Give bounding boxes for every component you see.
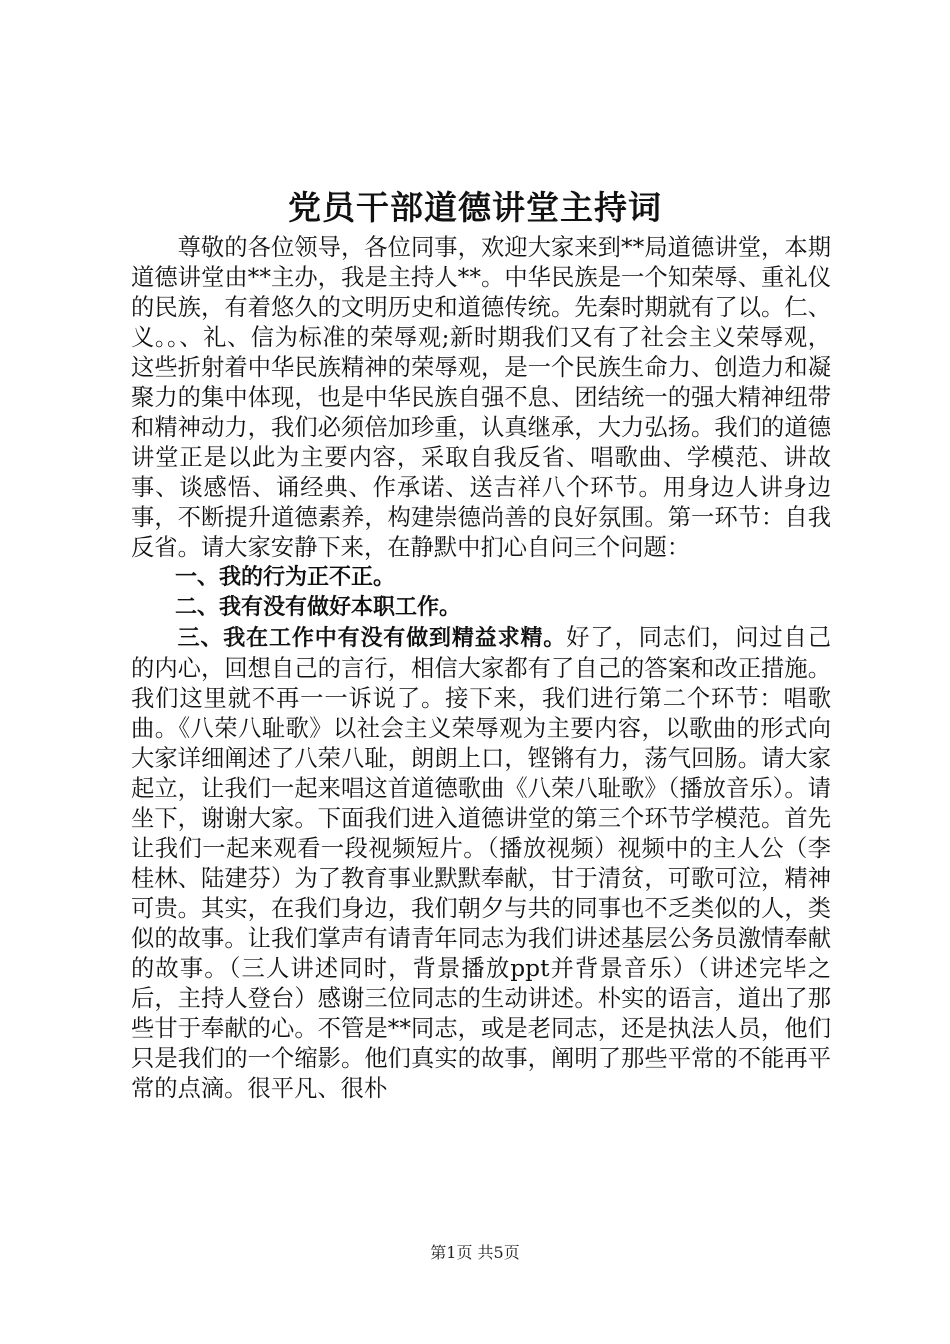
intro-paragraph: 尊敬的各位领导，各位同事，欢迎大家来到**局道德讲堂，本期道德讲堂由**主办，我是主持人**。中华民族是一个知荣辱、重礼仪的民族，有着悠久的文明历史和道德传统。先秦时期就有了以。仁、义。。、礼、信为标准的荣辱观;新时期我们又有了社会主义荣辱观，这些折射着中华民族精神的荣辱观，是一个民族生命力、创造力和凝聚力的集中体现，也是中华民族自强不息、团结统一的强大精神纽带和精神动力，我们必须倍加珍重，认真继承，大力弘扬。我们的道德讲堂正是以此为主要内容，采取自我反省、唱歌曲、学模范、讲故事、谈感悟、诵经典、作承诺、送吉祥八个环节。用身边人讲身边事，不断提升道德素养，构建崇德尚善的良好氛围。第一环节：自我反省。请大家安静下来，在静默中扪心自问三个问题：	[131, 234, 831, 561]
question-two: 二、我有没有做好本职工作。	[175, 595, 462, 620]
question-three-text: 好了，同志们，问过自己的内心，回想自己的言行，相信大家都有了自己的答案和改正措施。我们这里就不再一一诉说了。接下来，我们进行第二个环节：唱歌曲。《八荣八耻歌》以社会主义荣辱观为主要内容，以歌曲的形式向大家详细阐述了八荣八耻，朗朗上口，铿锵有力，荡气回肠。请大家起立，让我们一起来唱这首道德歌曲《八荣八耻歌》（播放音乐）。请坐下，谢谢大家。下面我们进入道德讲堂的第三个环节学模范。首先让我们一起来观看一段视频短片。（播放视频）视频中的主人公（李桂林、陆建芬）为了教育事业默默奉献，甘于清贫，可歌可泣，精神可贵。其实，在我们身边，我们朝夕与共的同事也不乏类似的人，类似的故事。让我们掌声有请青年同志为我们讲述基层公务员激情奉献的故事。（三人讲述同时，背景播放ppt并背景音乐）（讲述完毕之后，主持人登台）感谢三位同志的生动讲述。朴实的语言，道出了那些甘于奉献的心。不管是**同志，或是老同志，还是执法人员，他们只是我们的一个缩影。他们真实的故事，阐明了那些平常的不能再平常的点滴。很平凡、很朴	[131, 624, 831, 1102]
page-footer: 第1页 共5页	[430, 1243, 520, 1262]
document-body	[131, 233, 831, 1104]
question-three-heading: 三、我在工作中有没有做到精益求精。	[177, 626, 567, 651]
question-three-paragraph	[131, 623, 831, 1104]
question-one: 一、我的行为正不正。	[175, 565, 396, 590]
document-title: 党员干部道德讲堂主持词	[288, 188, 662, 227]
